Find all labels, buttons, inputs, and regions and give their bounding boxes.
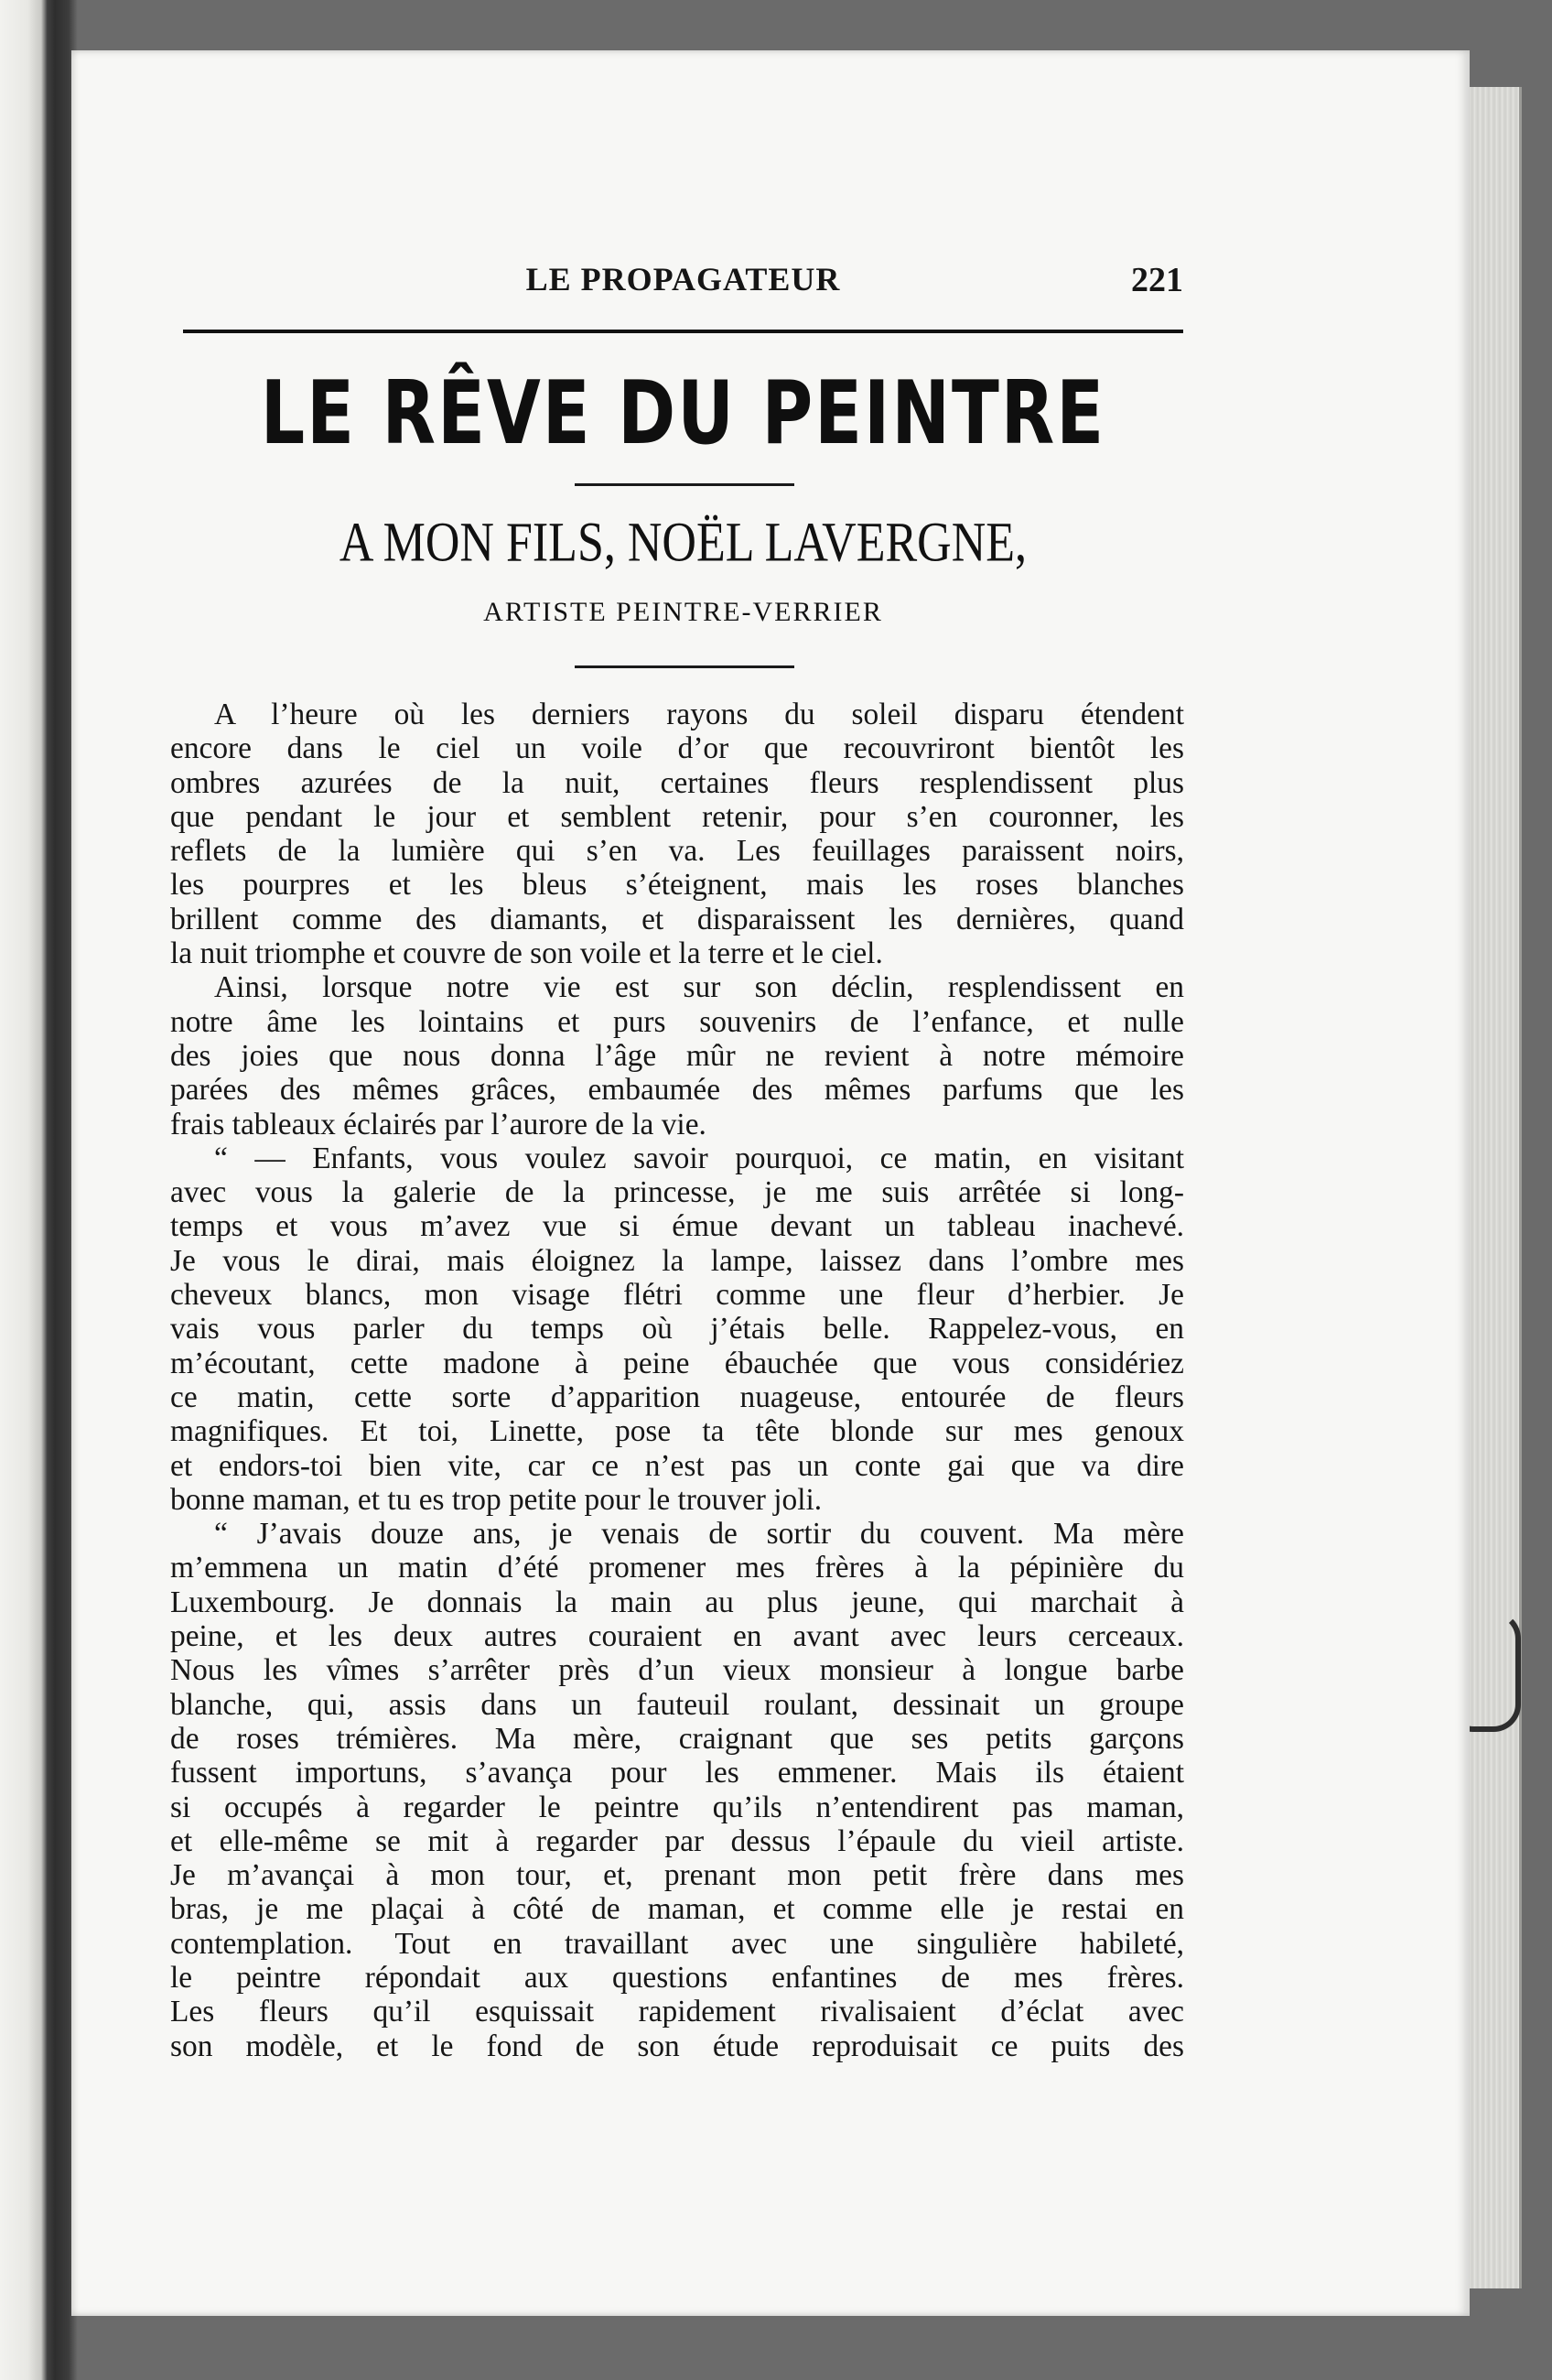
text-line: blanche, qui, assis dans un fauteuil roulant, dessinait un groupe: [170, 1687, 1184, 1722]
text-line: temps et vous m’avez vue si émue devant un tableau inachevé.: [170, 1209, 1184, 1244]
title-divider: [575, 483, 794, 486]
text-line: “ J’avais douze ans, je venais de sortir du couvent. Ma mère: [214, 1517, 1184, 1552]
dedication-subtitle: ARTISTE PEINTRE-VERRIER: [483, 597, 883, 627]
text-line: notre âme les lointains et purs souvenirs de l’enfance, et nulle: [170, 1004, 1184, 1039]
text-line: contemplation. Tout en travaillant avec une singulière habileté,: [170, 1926, 1184, 1961]
text-line: magnifiques. Et toi, Linette, pose ta tête blonde sur mes genoux: [170, 1414, 1184, 1449]
text-line: les pourpres et les bleus s’éteignent, mais les roses blanches: [170, 868, 1184, 903]
text-line: et endors-toi bien vite, car ce n’est pas un conte gai que va dire: [170, 1448, 1184, 1483]
text-line: si occupés à regarder le peintre qu’ils n’entendirent pas maman,: [170, 1790, 1184, 1824]
text-line: peine, et les deux autres couraient en avant avec leurs cerceaux.: [170, 1619, 1184, 1654]
text-line: ce matin, cette sorte d’apparition nuageuse, entourée de fleurs: [170, 1379, 1184, 1414]
text-line: m’emmena un matin d’été promener mes frères à la pépinière du: [170, 1551, 1184, 1585]
text-line: reflets de la lumière qui s’en va. Les feuillages paraissent noirs,: [170, 834, 1184, 869]
header-rule: [183, 330, 1183, 333]
text-line: parées des mêmes grâces, embaumée des mêmes parfums que les: [170, 1073, 1184, 1108]
text-line: ombres azurées de la nuit, certaines fleurs resplendissent plus: [170, 765, 1184, 800]
text-line: “ — Enfants, vous voulez savoir pourquoi, ce matin, en visitant: [214, 1141, 1184, 1175]
text-line: encore dans le ciel un voile d’or que recouvriront bientôt les: [170, 731, 1184, 766]
page-number: 221: [1131, 261, 1183, 299]
text-line: cheveux blancs, mon visage flétri comme une fleur d’herbier. Je: [170, 1278, 1184, 1313]
text-line: et elle-même se mit à regarder par dessus l’épaule du vieil artiste.: [170, 1823, 1184, 1858]
text-line: des joies que nous donna l’âge mûr ne revient à notre mémoire: [170, 1038, 1184, 1073]
text-line: de roses trémières. Ma mère, craignant que ses petits garçons: [170, 1721, 1184, 1756]
article-title: LE RÊVE DU PEINTRE: [260, 362, 1106, 464]
text-line: bonne maman, et tu es trop petite pour le trouver joli.: [170, 1482, 823, 1517]
dedication-divider: [575, 665, 794, 668]
text-line: avec vous la galerie de la princesse, je me suis arrêtée si long-: [170, 1175, 1184, 1210]
text-line: que pendant le jour et semblent retenir, pour s’en couronner, les: [170, 799, 1184, 834]
text-line: Luxembourg. Je donnais la main au plus jeune, qui marchait à: [170, 1585, 1184, 1619]
text-line: fussent importuns, s’avança pour les emmener. Mais ils étaient: [170, 1756, 1184, 1790]
article-body: [170, 698, 1184, 2063]
text-line: A l’heure où les derniers rayons du soleil disparu étendent: [214, 698, 1184, 731]
running-title: LE PROPAGATEUR: [525, 261, 841, 298]
text-line: m’écoutant, cette madone à peine ébauchée que vous considériez: [170, 1346, 1184, 1380]
text-line: brillent comme des diamants, et disparaissent les dernières, quand: [170, 902, 1184, 936]
text-line: Ainsi, lorsque notre vie est sur son déclin, resplendissent en: [214, 970, 1184, 1005]
text-line: Nous les vîmes s’arrêter près d’un vieux monsieur à longue barbe: [170, 1653, 1184, 1688]
text-line: Je vous le dirai, mais éloignez la lampe, laissez dans l’ombre mes: [170, 1243, 1184, 1278]
text-line: la nuit triomphe et couvre de son voile et la terre et le ciel.: [170, 936, 883, 971]
text-line: vais vous parler du temps où j’étais belle. Rappelez-vous, en: [170, 1312, 1184, 1347]
running-header: [183, 256, 1183, 302]
page-stack-edge: [1464, 87, 1522, 2288]
text-line: son modèle, et le fond de son étude reproduisait ce puits des: [170, 2028, 1184, 2063]
text-line: bras, je me plaçai à côté de maman, et comme elle je restai en: [170, 1892, 1184, 1927]
text-line: Les fleurs qu’il esquissait rapidement rivalisaient d’éclat avec: [170, 1995, 1184, 2029]
previous-page-edge: [0, 0, 48, 2380]
text-line: Je m’avançai à mon tour, et, prenant mon petit frère dans mes: [170, 1858, 1184, 1893]
dedication: A MON FILS, NOËL LAVERGNE,: [339, 512, 1028, 574]
text-line: le peintre répondait aux questions enfantines de mes frères.: [170, 1960, 1184, 1995]
text-line: frais tableaux éclairés par l’aurore de la vie.: [170, 1107, 706, 1141]
